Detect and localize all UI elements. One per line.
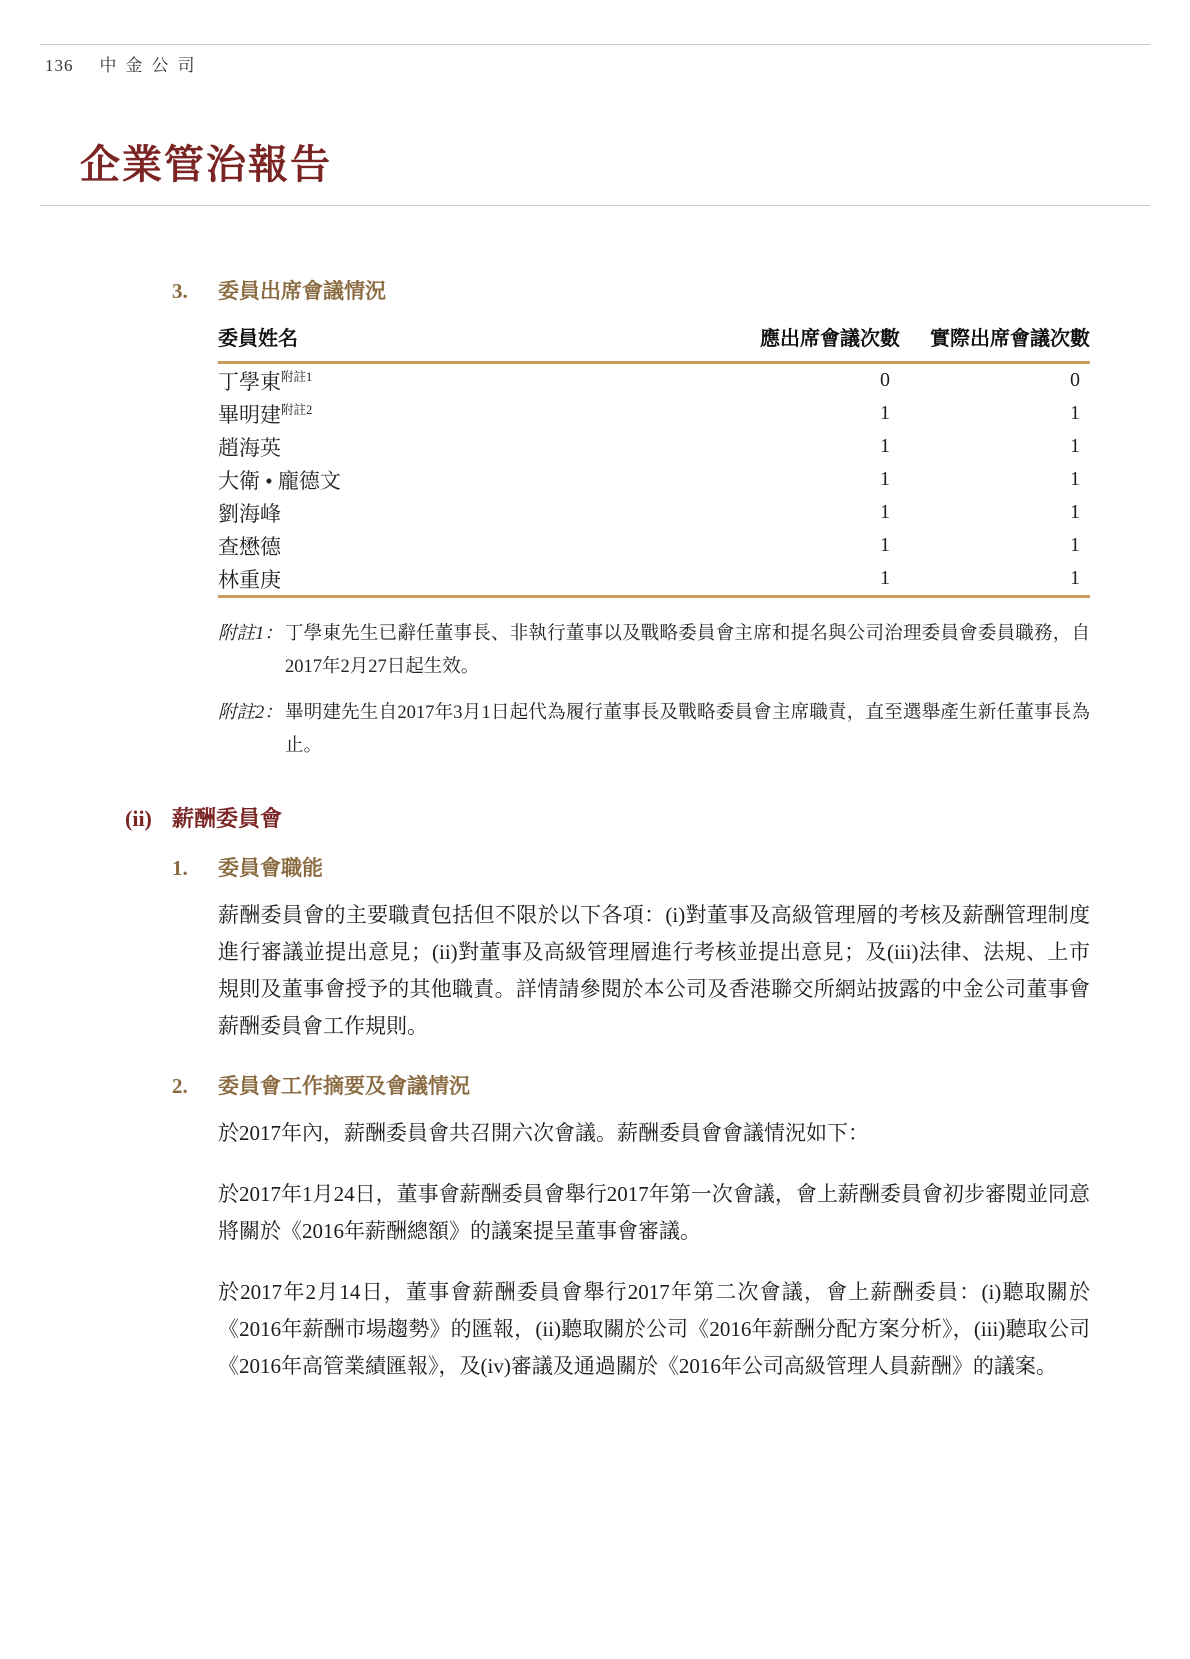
top-divider: [40, 44, 1150, 45]
attended-meetings-cell: 1: [1070, 534, 1080, 556]
attended-meetings-cell: 0: [1070, 369, 1080, 391]
table-row: [218, 463, 1090, 496]
attended-meetings-cell: 1: [1070, 435, 1080, 457]
note-text: 丁學東先生已辭任董事長、非執行董事以及戰略委員會主席和提名與公司治理委員會委員職務，自2017年2月27日起生效。: [285, 624, 1090, 677]
required-meetings-cell: 0: [880, 369, 890, 391]
section3-heading: [172, 276, 1090, 306]
member-name-cell: 趙海英: [218, 435, 281, 460]
member-name-cell: 查懋德: [218, 534, 281, 559]
col-header-required: 應出席會議次數: [710, 322, 900, 363]
section3-heading-label: 委員出席會議情況: [218, 279, 386, 303]
col-header-attended: 實際出席會議次數: [900, 322, 1090, 363]
member-name-cell: 丁學東$^{附註1}$: [218, 369, 313, 394]
attended-meetings-cell: 1: [1070, 402, 1080, 424]
subsection1-heading-label: 委員會職能: [218, 856, 323, 880]
subsection-work-summary: [172, 1071, 1090, 1385]
page-title: 企業管治報告: [80, 142, 332, 187]
page-number: 136: [45, 56, 74, 75]
paragraph: 於2017年1月24日，董事會薪酬委員會舉行2017年第一次會議，會上薪酬委員會初步審閱並同意將關於《2016年薪酬總額》的議案提呈董事會審議。: [218, 1182, 1090, 1243]
col-header-member-name: 委員姓名: [218, 322, 710, 363]
subsection1-heading: [172, 853, 1090, 883]
content-area: [125, 206, 1090, 1385]
member-name-cell: 大衛 • 龐德文: [218, 468, 341, 493]
member-name-cell: 劉海峰: [218, 501, 281, 526]
note-reference: 附註2: [281, 402, 313, 417]
subsection-duties: [172, 853, 1090, 1045]
section-remuneration-committee: [125, 803, 1090, 1385]
attended-meetings-cell: 1: [1070, 468, 1080, 490]
member-name-cell: 畢明建$^{附註2}$: [218, 402, 313, 427]
note-item: [218, 697, 1090, 763]
section3-number: 3.: [172, 279, 188, 303]
table-row: [218, 430, 1090, 463]
table-notes: [218, 618, 1090, 763]
subsection1-body: [218, 897, 1090, 1045]
required-meetings-cell: 1: [880, 468, 890, 490]
note-item: [218, 618, 1090, 684]
attended-meetings-cell: 1: [1070, 501, 1080, 523]
attendance-table-body: [218, 363, 1090, 597]
required-meetings-cell: 1: [880, 534, 890, 556]
note-reference: 附註1: [281, 369, 313, 384]
note-label: 附註2：: [218, 703, 283, 723]
note-text: 畢明建先生自2017年3月1日起代為履行董事長及戰略委員會主席職責，直至選舉產生新任董事長為止。: [285, 703, 1090, 756]
table-row: [218, 529, 1090, 562]
table-row: [218, 496, 1090, 529]
section-ii-number: (ii): [125, 806, 152, 831]
required-meetings-cell: 1: [880, 567, 890, 589]
table-row: [218, 562, 1090, 597]
subsection2-heading-label: 委員會工作摘要及會議情況: [218, 1074, 470, 1098]
subsection2-number: 2.: [172, 1074, 188, 1098]
subsection2-heading: [172, 1071, 1090, 1101]
table-row: [218, 397, 1090, 430]
attendance-table: [218, 322, 1090, 598]
paragraph: 薪酬委員會的主要職責包括但不限於以下各項：(i)對董事及高級管理層的考核及薪酬管理制度進行審議並提出意見；(ii)對董事及高級管理層進行考核並提出意見；及(iii)法律、法規、上市規則及董事會授予的其他職責。詳情請參閱於本公司及香港聯交所網站披露的中金公司董事會薪酬委員會工作規則。: [218, 903, 1090, 1038]
required-meetings-cell: 1: [880, 435, 890, 457]
page-header: [45, 54, 1150, 78]
required-meetings-cell: 1: [880, 402, 890, 424]
attended-meetings-cell: 1: [1070, 567, 1080, 589]
section-ii-heading-label: 薪酬委員會: [172, 806, 283, 831]
section-ii-heading: [125, 803, 1090, 835]
table-row: [218, 363, 1090, 398]
company-name: 中金公司: [99, 56, 204, 75]
section-attendance: [172, 276, 1090, 763]
paragraph: 於2017年內，薪酬委員會共召開六次會議。薪酬委員會會議情況如下：: [218, 1121, 869, 1145]
member-name-cell: 林重庚: [218, 567, 281, 592]
attendance-table-header-row: [218, 322, 1090, 363]
paragraph: 於2017年2月14日，董事會薪酬委員會舉行2017年第二次會議，會上薪酬委員：(i)聽取關於《2016年薪酬市場趨勢》的匯報，(ii)聽取關於公司《2016年薪酬分配方案分析》，(iii)聽取公司《2016年高管業績匯報》，及(iv)審議及通過關於《2016年公司高級管理人員薪酬》的議案。: [218, 1280, 1090, 1378]
required-meetings-cell: 1: [880, 501, 890, 523]
report-page: [0, 44, 1190, 1659]
subsection2-body: [218, 1115, 1090, 1385]
subsection1-number: 1.: [172, 856, 188, 880]
note-label: 附註1：: [218, 624, 283, 644]
